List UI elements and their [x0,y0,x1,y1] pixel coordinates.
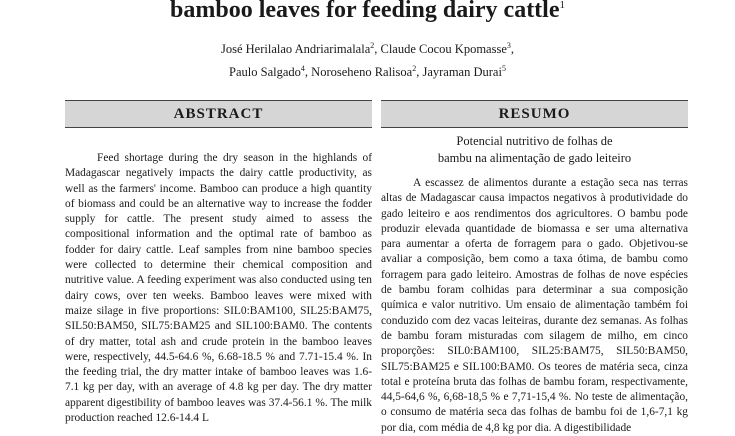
resumo-heading: RESUMO [381,100,688,128]
abstract-paragraph: Feed shortage during the dry season in the highlands of Madagascar negatively impacts the dairy cattle productivity, as well as the farmers' income. Bamboo can produce a high quantity of biomass and could be an alternative way to increase the fodder supply for cattle. The present study aimed to assess the compositional information and the optimal rate of bamboo as fodder for dairy cattle. Leaf samples from nine bamboo species were collected to determine their chemical composition and nutritive value. A feeding experiment was also conducted using ten dairy cows, over ten weeks. Bamboo leaves were mixed with maize silage in five proportions: SIL0:BAM100, SIL25:BAM75, SIL50:BAM50, SIL75:BAM25 and SIL100:BAM0. The contents of dry matter, total ash and crude protein in the bamboo leaves were, respectively, 44.5-64.6 %, 6.68-18.5 % and 7.71-15.4 %. In the feeding trial, the dry matter intake of bamboo leaves was 1.6-7.1 kg per day, with an average of 4.8 kg per day. The dry matter apparent digestibility of bamboo leaves was 37.4-56.1 %. The milk production reached 12.6-14.4 L [65,152,372,425]
author-name: Jayraman Durai [422,65,502,80]
author-list [0,36,735,82]
paper-title: bamboo leaves for feeding dairy cattle$^1$ [170,0,565,23]
resumo-paragraph: A escassez de alimentos durante a estação seca nas terras altas de Madagascar causa impactos negativos à produtividade do gado leiteiro e aos rendimentos dos agricultores. O bambu pode produzir elevada quantidade de biomassa e ser uma alternativa para aumentar a oferta de forragem para o gado. Objetivou-se avaliar a composição, bem como a taxa ótima, de bambu como forragem para gado leiteiro. Amostras de folhas de nove espécies de bambu foram colhidas para determinar a sua composição química e valor nutritivo. Um ensaio de alimentação também foi conduzido com dez vacas leiteiras, durante dez semanas. As folhas de bambu foram misturadas com silagem de milho, em cinco proporções: SIL0:BAM100, SIL25:BAM75, SIL50:BAM50, SIL75:BAM25 e SIL100:BAM0. Os teores de matéria seca, cinza total e proteína bruta das folhas de bambu foram, respectivamente, 44,5-64,6 %, 6,68-18,5 % e 7,71-15,4 %. No teste de alimentação, o consumo de matéria seca das folhas de bambu foi de 1,6-7,1 kg por dia, com média de 4,8 kg por dia. A digestibilidade [381,177,688,434]
author-name: José Herilalao Andriarimalala [221,42,371,57]
author-line-2: Paulo Salgado$^4$, Noroseheno Ralisoa$^2$, Jayraman Durai$^5$ [229,64,506,80]
resumo-subtitle: Potencial nutritivo de folhas de bambu na alimentação de gado leiteiro [437,134,632,165]
author-name: Claude Cocou Kpomasse [380,42,507,57]
abstract-body [65,151,372,426]
title-footnote-mark: 1 [559,0,565,11]
author-name: Noroseheno Ralisoa [311,65,413,80]
abstract-heading: ABSTRACT [65,100,372,128]
resumo-body [381,176,688,436]
author-name: Paulo Salgado [229,65,301,80]
author-line-1: José Herilalao Andriarimalala$^2$, Claude Cocou Kpomasse$^3$, [221,41,514,57]
